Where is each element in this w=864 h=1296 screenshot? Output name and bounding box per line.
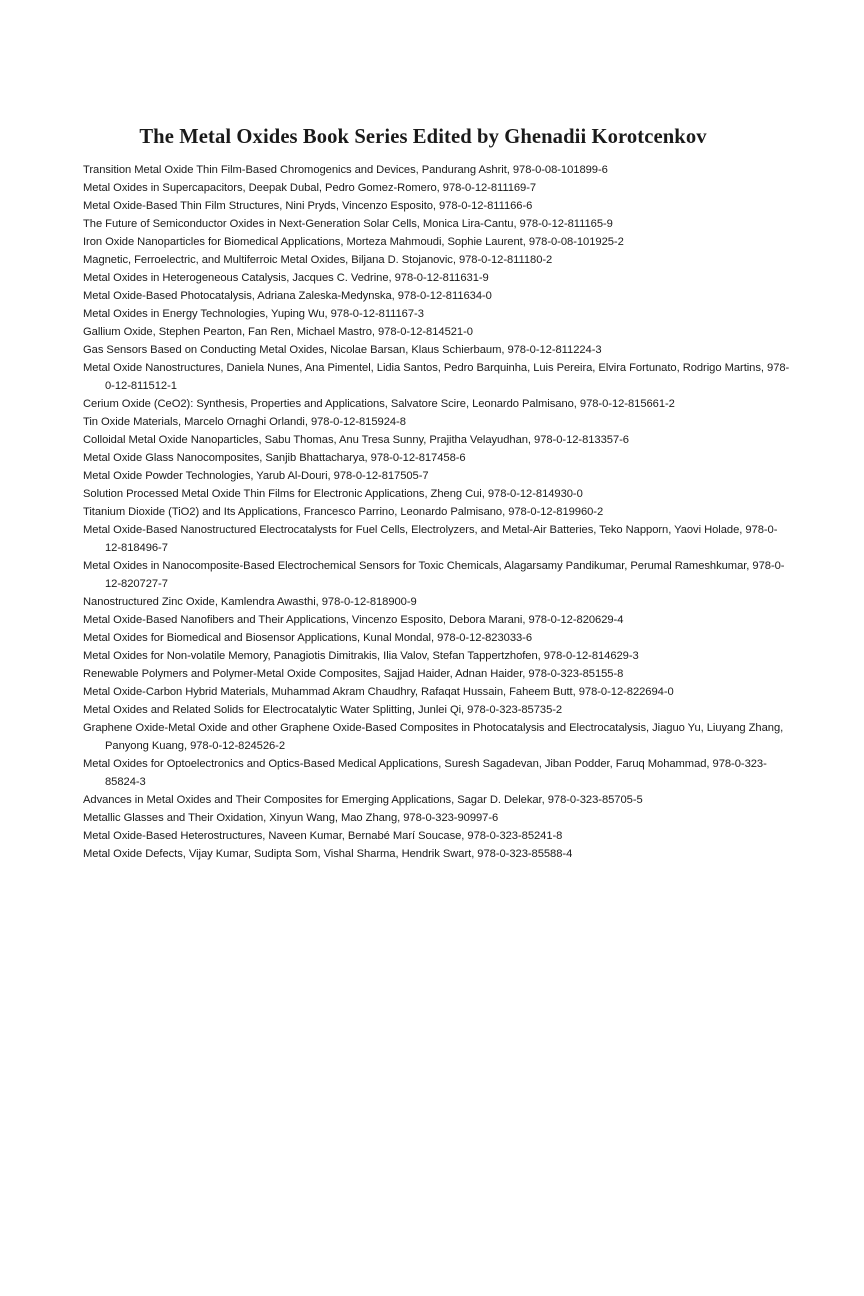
book-entry: Gas Sensors Based on Conducting Metal Oxides, Nicolae Barsan, Klaus Schierbaum, 978-0-12-811224-3: [83, 344, 602, 356]
book-entry: Titanium Dioxide (TiO2) and Its Applications, Francesco Parrino, Leonardo Palmisano, 978-0-12-819960-2: [83, 506, 604, 518]
book-entry: Metal Oxide-Carbon Hybrid Materials, Muhammad Akram Chaudhry, Rafaqat Hussain, Faheem Butt, 978-0-12-822694-0: [83, 686, 674, 698]
book-entry: Tin Oxide Materials, Marcelo Ornaghi Orlandi, 978-0-12-815924-8: [83, 416, 406, 428]
book-entry: Iron Oxide Nanoparticles for Biomedical Applications, Morteza Mahmoudi, Sophie Laurent, 978-0-08-101925-2: [83, 236, 624, 248]
book-entry: Cerium Oxide (CeO2): Synthesis, Properties and Applications, Salvatore Scire, Leonardo Palmisano, 978-0-12-815661-2: [83, 398, 675, 410]
book-entry: Metal Oxide-Based Photocatalysis, Adriana Zaleska-Medynska, 978-0-12-811634-0: [83, 290, 492, 302]
book-entry: Colloidal Metal Oxide Nanoparticles, Sabu Thomas, Anu Tresa Sunny, Prajitha Velayudhan, 978-0-12-813357-6: [83, 434, 629, 446]
book-entry: Metal Oxide-Based Nanostructured Electrocatalysts for Fuel Cells, Electrolyzers, and Metal-Air Batteries, Teko Napporn, Yaovi Holade, 978-0-12-818496-7: [83, 524, 778, 554]
book-entry: Metal Oxides in Heterogeneous Catalysis, Jacques C. Vedrine, 978-0-12-811631-9: [83, 272, 489, 284]
book-entry: Transition Metal Oxide Thin Film-Based Chromogenics and Devices, Pandurang Ashrit, 978-0-08-101899-6: [83, 164, 608, 176]
book-entry: Metal Oxide Defects, Vijay Kumar, Sudipta Som, Vishal Sharma, Hendrik Swart, 978-0-323-85588-4: [83, 848, 573, 860]
book-entry: Renewable Polymers and Polymer-Metal Oxide Composites, Sajjad Haider, Adnan Haider, 978-0-323-85155-8: [83, 668, 624, 680]
book-entry: Metal Oxide Nanostructures, Daniela Nunes, Ana Pimentel, Lidia Santos, Pedro Barquinha, Luis Pereira, Elvira Fortunato, Rodrigo Martins, 978-0-12-811512-1: [83, 362, 790, 392]
book-entry: Metal Oxide Glass Nanocomposites, Sanjib Bhattacharya, 978-0-12-817458-6: [83, 452, 466, 464]
book-entry: Metallic Glasses and Their Oxidation, Xinyun Wang, Mao Zhang, 978-0-323-90997-6: [83, 812, 499, 824]
book-entry: Metal Oxides in Energy Technologies, Yuping Wu, 978-0-12-811167-3: [83, 308, 424, 320]
book-entry: Metal Oxide Powder Technologies, Yarub Al-Douri, 978-0-12-817505-7: [83, 470, 429, 482]
book-list: [83, 161, 790, 863]
book-entry: Gallium Oxide, Stephen Pearton, Fan Ren, Michael Mastro, 978-0-12-814521-0: [83, 326, 473, 338]
book-entry: Advances in Metal Oxides and Their Composites for Emerging Applications, Sagar D. Delekar, 978-0-323-85705-5: [83, 794, 643, 806]
book-entry: Magnetic, Ferroelectric, and Multiferroic Metal Oxides, Biljana D. Stojanovic, 978-0-12-811180-2: [83, 254, 553, 266]
book-entry: Metal Oxides and Related Solids for Electrocatalytic Water Splitting, Junlei Qi, 978-0-323-85735-2: [83, 704, 563, 716]
book-entry: Metal Oxides for Non-volatile Memory, Panagiotis Dimitrakis, Ilia Valov, Stefan Tappertzhofen, 978-0-12-814629-3: [83, 650, 639, 662]
book-entry: Metal Oxides in Nanocomposite-Based Electrochemical Sensors for Toxic Chemicals, Alagarsamy Pandikumar, Perumal Rameshkumar, 978-0-12-820727-7: [83, 560, 785, 590]
book-entry: The Future of Semiconductor Oxides in Next-Generation Solar Cells, Monica Lira-Cantu, 978-0-12-811165-9: [83, 218, 613, 230]
book-entry: Metal Oxides for Optoelectronics and Optics-Based Medical Applications, Suresh Sagadevan, Jiban Podder, Faruq Mohammad, 978-0-323-85824-3: [83, 758, 767, 788]
book-entry: Metal Oxides in Supercapacitors, Deepak Dubal, Pedro Gomez-Romero, 978-0-12-811169-7: [83, 182, 537, 194]
book-entry: Metal Oxide-Based Heterostructures, Naveen Kumar, Bernabé Marí Soucase, 978-0-323-85241-8: [83, 830, 563, 842]
book-entry: Metal Oxide-Based Nanofibers and Their Applications, Vincenzo Esposito, Debora Marani, 978-0-12-820629-4: [83, 614, 624, 626]
book-entry: Graphene Oxide-Metal Oxide and other Graphene Oxide-Based Composites in Photocatalysis and Electrocatalysis, Jiaguo Yu, Liuyang Zhang, Panyong Kuang, 978-0-12-824526-2: [83, 722, 784, 752]
book-entry: Solution Processed Metal Oxide Thin Films for Electronic Applications, Zheng Cui, 978-0-12-814930-0: [83, 488, 583, 500]
series-title: The Metal Oxides Book Series Edited by Ghenadii Korotcenkov: [139, 126, 707, 148]
book-entry: Nanostructured Zinc Oxide, Kamlendra Awasthi, 978-0-12-818900-9: [83, 596, 417, 608]
book-entry: Metal Oxide-Based Thin Film Structures, Nini Pryds, Vincenzo Esposito, 978-0-12-811166-6: [83, 200, 533, 212]
book-entry: Metal Oxides for Biomedical and Biosensor Applications, Kunal Mondal, 978-0-12-823033-6: [83, 632, 533, 644]
book-series-page: [83, 126, 790, 863]
